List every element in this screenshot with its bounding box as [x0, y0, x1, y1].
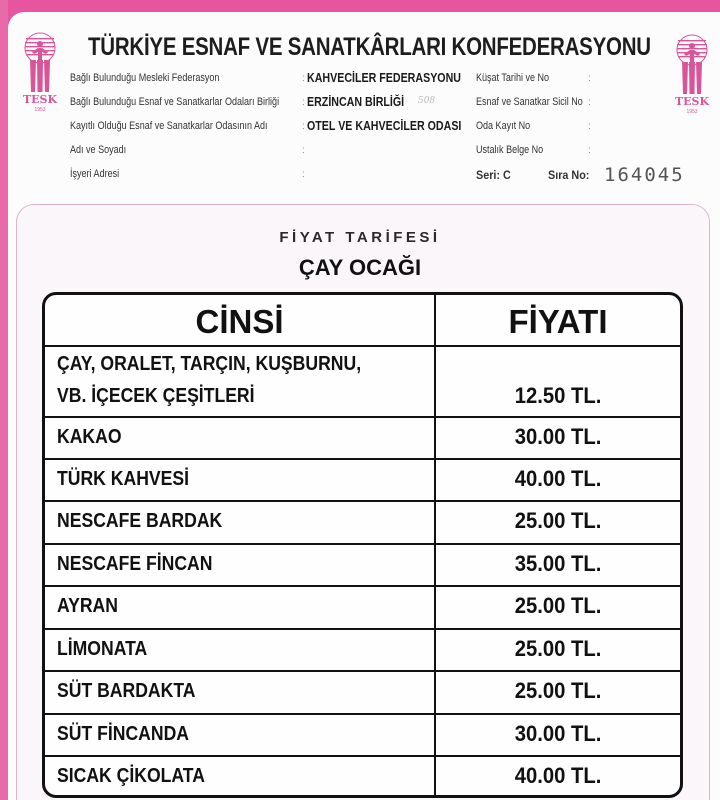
info-label-chamber-reg-no: Oda Kayıt No [476, 120, 531, 132]
info-label-registry-no: Esnaf ve Sanatkar Sicil No [476, 96, 583, 108]
tesk-logo-left [16, 30, 64, 120]
item-name: NESCAFE BARDAK [57, 510, 223, 532]
table-row [45, 502, 680, 545]
serial-series: Seri: C [476, 168, 511, 182]
colon: : [302, 121, 305, 132]
tesk-emblem-icon [16, 30, 64, 94]
item-name: SICAK ÇİKOLATA [57, 765, 205, 787]
table-row [45, 630, 680, 672]
info-label-mastery-cert-no: Ustalık Belge No [476, 144, 544, 156]
item-price: 30.00 TL. [514, 424, 602, 449]
item-name: NESCAFE FİNCAN [57, 553, 213, 575]
tesk-emblem-icon [668, 32, 716, 96]
item-price: 25.00 TL. [514, 678, 602, 703]
item-price: 25.00 TL. [514, 508, 602, 533]
info-label-name: Adı ve Soyadı [70, 144, 127, 156]
price-table [42, 292, 683, 798]
info-label-chamber: Kayıtlı Olduğu Esnaf ve Sanatkarlar Odasının Adı [70, 120, 268, 132]
tariff-title: FİYAT TARİFESİ [279, 229, 441, 246]
info-label-opening-date: Küşat Tarihi ve No [476, 72, 550, 84]
table-row [45, 715, 680, 757]
item-price: 35.00 TL. [514, 551, 602, 576]
table-row [45, 460, 680, 502]
item-price: 40.00 TL. [514, 763, 602, 788]
tariff-subtitle: ÇAY OCAĞI [298, 255, 422, 280]
logo-year: 1953 [686, 109, 698, 115]
item-name: VB. İÇECEK ÇEŞİTLERİ [57, 385, 255, 407]
item-price: 30.00 TL. [514, 721, 602, 746]
info-value-federation: KAHVECİLER FEDERASYONU [307, 70, 461, 85]
item-name: AYRAN [57, 595, 118, 617]
item-name: TÜRK KAHVESİ [57, 468, 190, 490]
info-value-union: ERZİNCAN BİRLİĞİ [307, 94, 405, 109]
colon: : [588, 121, 591, 132]
table-row [45, 672, 680, 715]
table-row [45, 418, 680, 460]
table-row [45, 347, 680, 418]
colon: : [588, 145, 591, 156]
colon: : [302, 73, 305, 84]
colon: : [302, 97, 305, 108]
item-name: SÜT FİNCANDA [57, 723, 189, 745]
pink-border-left [0, 0, 8, 800]
item-price: 25.00 TL. [514, 636, 602, 661]
column-header-price: FİYATI [508, 303, 608, 340]
info-label-union: Bağlı Bulunduğu Esnaf ve Sanatkarlar Odaları Birliği [70, 96, 280, 108]
logo-text: TESK [674, 95, 710, 108]
info-label-address: İşyeri Adresi [70, 168, 120, 180]
item-price: 12.50 TL. [514, 383, 602, 408]
logo-text: TESK [22, 93, 58, 106]
pencil-mark: 508 [418, 96, 436, 106]
item-name: SÜT BARDAKTA [57, 680, 196, 702]
serial-sira-label: Sıra No: [548, 168, 590, 182]
colon: : [302, 145, 305, 156]
item-name: KAKAO [57, 426, 122, 448]
column-header-name: CİNSİ [195, 303, 284, 340]
info-label-federation: Bağlı Bulunduğu Mesleki Federasyon [70, 72, 220, 84]
item-name: ÇAY, ORALET, TARÇIN, KUŞBURNU, [57, 353, 362, 375]
organization-title: TÜRKİYE ESNAF VE SANATKÂRLARI KONFEDERASYONU [88, 33, 651, 61]
logo-year: 1953 [34, 107, 46, 113]
table-header-row [45, 295, 680, 347]
info-value-chamber: OTEL VE KAHVECİLER ODASI [307, 118, 462, 133]
table-row [45, 587, 680, 630]
serial-number: 164045 [604, 164, 685, 186]
colon: : [302, 169, 305, 180]
item-price: 25.00 TL. [514, 593, 602, 618]
table-row [45, 545, 680, 587]
colon: : [588, 97, 591, 108]
item-price: 40.00 TL. [514, 466, 602, 491]
item-name: LİMONATA [57, 638, 148, 660]
table-row [45, 757, 680, 798]
tesk-logo-right [668, 32, 716, 122]
colon: : [588, 73, 591, 84]
